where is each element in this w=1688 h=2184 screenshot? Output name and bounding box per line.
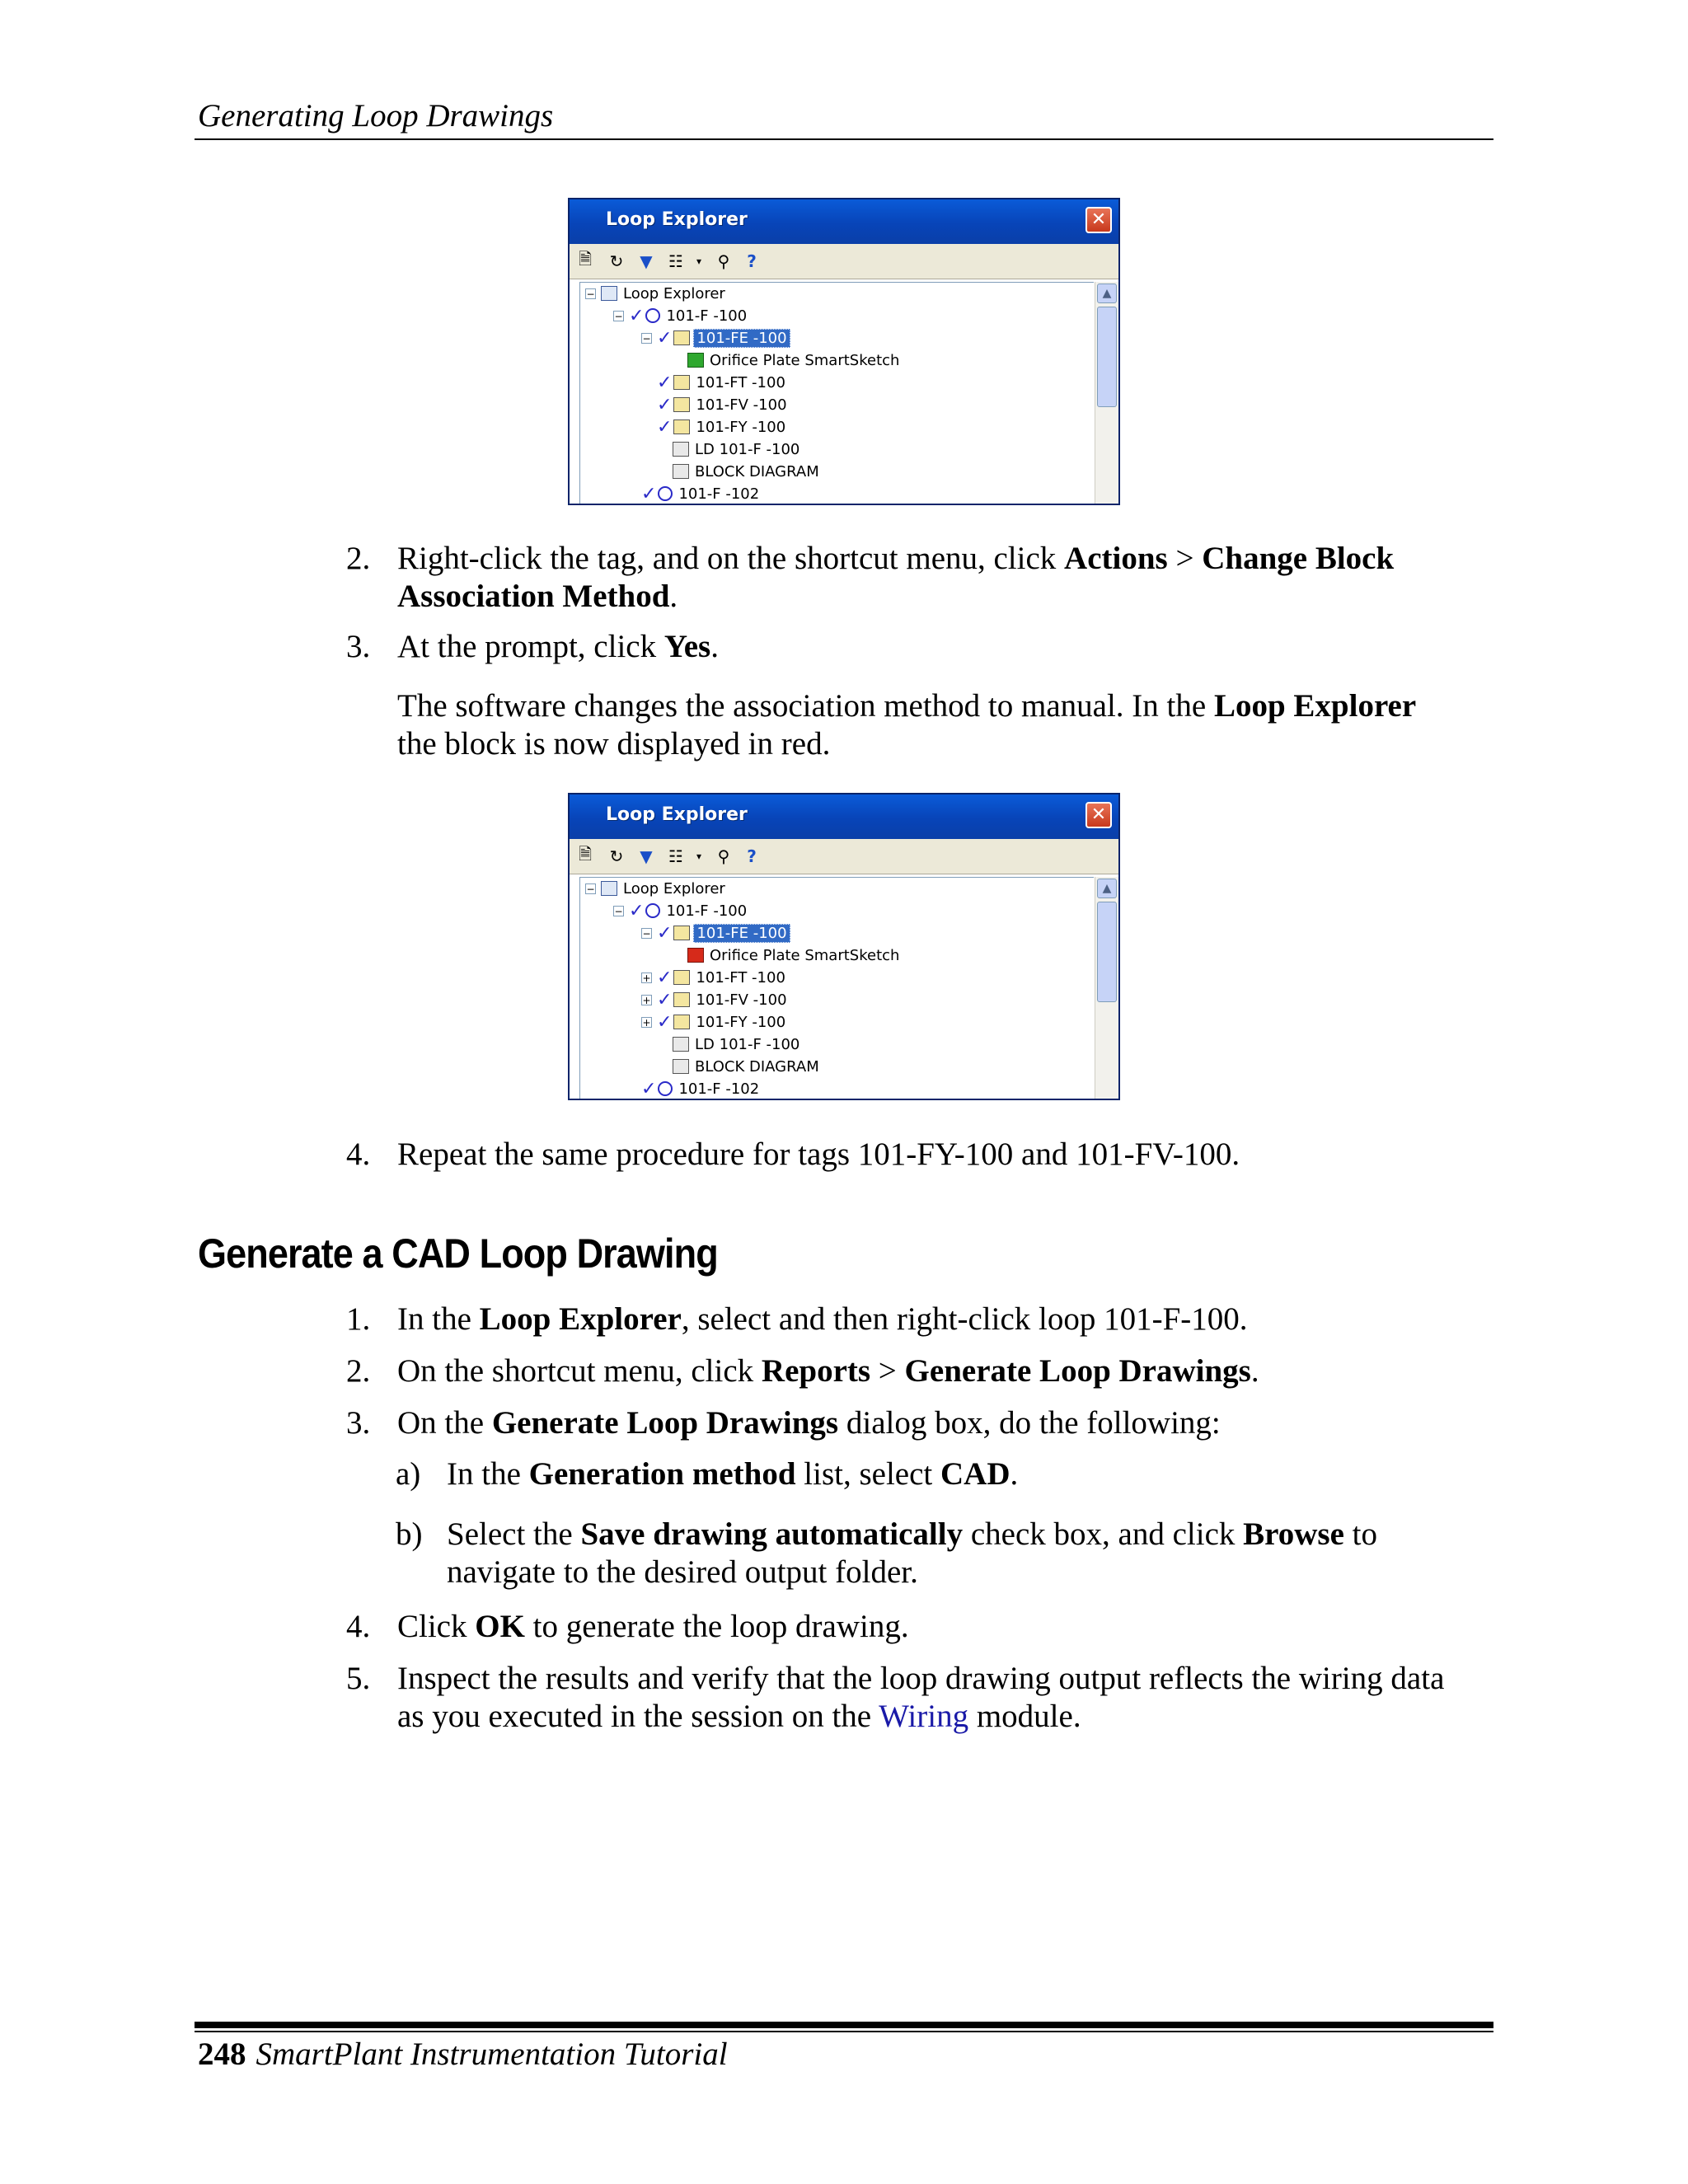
properties-icon[interactable]: 🗎	[578, 844, 593, 864]
folder-icon	[601, 881, 617, 896]
tree-node-drawing[interactable]: LD 101-F -100	[673, 1033, 802, 1055]
check-icon: ✓	[629, 900, 645, 921]
refresh-icon[interactable]: ↻	[609, 846, 624, 866]
expand-icon[interactable]: +	[642, 1016, 651, 1029]
tree-node-block[interactable]: Orifice Plate SmartSketch	[687, 944, 902, 966]
tag-icon	[673, 926, 690, 940]
drawing-icon	[673, 1037, 689, 1052]
tree-node-block[interactable]: Orifice Plate SmartSketch	[687, 349, 902, 371]
expand-icon[interactable]: +	[642, 972, 651, 984]
drawing-icon	[673, 464, 689, 479]
chevron-down-icon[interactable]: ▾	[696, 255, 702, 267]
tree-node-tag[interactable]: ✓ 101-FY -100	[657, 416, 786, 438]
filter-icon[interactable]: ▼	[640, 251, 653, 271]
tree-node-tag-selected[interactable]: − ✓ 101-FE -100	[641, 922, 790, 944]
window-title: Loop Explorer	[606, 209, 748, 230]
collapse-icon[interactable]: −	[586, 288, 595, 300]
tree-node-tag[interactable]: ✓ 101-FV -100	[657, 394, 787, 415]
tag-icon	[673, 397, 690, 412]
tree-node-loop[interactable]: − ✓ 101-F -100	[614, 305, 748, 326]
window-title: Loop Explorer	[606, 804, 748, 825]
vertical-scrollbar[interactable]	[1095, 877, 1118, 1099]
check-icon: ✓	[657, 394, 673, 415]
collapse-icon[interactable]: −	[614, 310, 623, 322]
book-title: SmartPlant Instrumentation Tutorial	[256, 2036, 728, 2072]
scroll-up-icon[interactable]: ▲	[1097, 284, 1117, 303]
wiring-link[interactable]: Wiring	[879, 1699, 969, 1734]
tag-icon	[673, 1015, 690, 1029]
check-icon: ✓	[629, 305, 645, 326]
tag-icon	[673, 419, 690, 434]
check-icon: ✓	[657, 967, 673, 988]
find-icon[interactable]: ⚲	[717, 251, 730, 271]
view-options-icon[interactable]: ☷	[668, 251, 683, 271]
loop-icon	[645, 903, 660, 918]
check-icon: ✓	[657, 327, 673, 349]
tree-node-drawing[interactable]: LD 101-F -100	[673, 438, 802, 460]
section-heading: Generate a CAD Loop Drawing	[198, 1230, 718, 1277]
help-icon[interactable]: ?	[747, 846, 757, 866]
window-titlebar	[570, 199, 1118, 244]
collapse-icon[interactable]: −	[586, 883, 595, 895]
footer-rule-thin	[195, 2031, 1493, 2032]
tag-icon	[673, 330, 690, 345]
check-icon: ✓	[657, 1011, 673, 1033]
check-icon: ✓	[657, 989, 673, 1010]
close-icon[interactable]: ✕	[1085, 802, 1112, 828]
drawing-icon	[673, 1059, 689, 1074]
scroll-up-icon[interactable]: ▲	[1097, 879, 1117, 898]
check-icon: ✓	[641, 483, 657, 504]
close-icon[interactable]: ✕	[1085, 207, 1112, 233]
page-footer	[198, 2036, 728, 2073]
toolbar	[570, 839, 1118, 874]
expand-icon[interactable]: +	[642, 994, 651, 1006]
refresh-icon[interactable]: ↻	[609, 251, 624, 271]
tree-node-loop[interactable]: ✓ 101-F -102	[641, 1078, 760, 1099]
tree-node-root[interactable]: − Loop Explorer	[586, 879, 725, 898]
block-red-icon	[687, 948, 704, 963]
find-icon[interactable]: ⚲	[717, 846, 730, 866]
tree-node-loop[interactable]: − ✓ 101-F -100	[614, 900, 748, 921]
filter-icon[interactable]: ▼	[640, 846, 653, 866]
tree-node-tag[interactable]: + ✓ 101-FV -100	[642, 989, 787, 1010]
tag-icon	[673, 992, 690, 1007]
scroll-thumb[interactable]	[1097, 902, 1117, 1002]
loop-tree	[579, 282, 1094, 504]
toolbar	[570, 244, 1118, 279]
collapse-icon[interactable]: −	[642, 332, 651, 344]
loop-explorer-window-1	[568, 198, 1120, 505]
tree-node-drawing[interactable]: BLOCK DIAGRAM	[673, 461, 822, 482]
tree-node-tag[interactable]: + ✓ 101-FY -100	[642, 1011, 786, 1033]
folder-icon	[601, 286, 617, 301]
collapse-icon[interactable]: −	[642, 927, 651, 940]
tree-node-root[interactable]: − Loop Explorer	[586, 284, 725, 302]
footer-rule	[195, 2022, 1493, 2028]
chevron-down-icon[interactable]: ▾	[696, 851, 702, 862]
help-icon[interactable]: ?	[747, 251, 757, 271]
loop-explorer-window-2	[568, 793, 1120, 1100]
tree-node-tag[interactable]: + ✓ 101-FT -100	[642, 967, 785, 988]
collapse-icon[interactable]: −	[614, 905, 623, 917]
tag-icon	[673, 970, 690, 985]
header-rule	[195, 138, 1493, 140]
check-icon: ✓	[641, 1078, 657, 1099]
loop-icon	[658, 1081, 673, 1096]
tree-node-drawing[interactable]: BLOCK DIAGRAM	[673, 1056, 822, 1077]
scroll-thumb[interactable]	[1097, 307, 1117, 407]
check-icon: ✓	[657, 922, 673, 944]
drawing-icon	[673, 442, 689, 457]
block-green-icon	[687, 353, 704, 368]
tree-node-tag-selected[interactable]: − ✓ 101-FE -100	[641, 327, 790, 349]
loop-icon	[645, 308, 660, 323]
properties-icon[interactable]: 🗎	[578, 249, 593, 269]
check-icon: ✓	[657, 372, 673, 393]
loop-tree	[579, 877, 1094, 1099]
view-options-icon[interactable]: ☷	[668, 846, 683, 866]
window-titlebar	[570, 794, 1118, 839]
check-icon: ✓	[657, 416, 673, 438]
tag-icon	[673, 375, 690, 390]
running-header: Generating Loop Drawings	[198, 98, 554, 134]
tree-node-loop[interactable]: ✓ 101-F -102	[641, 483, 760, 504]
loop-icon	[658, 486, 673, 501]
tree-node-tag[interactable]: ✓ 101-FT -100	[657, 372, 785, 393]
vertical-scrollbar[interactable]	[1095, 282, 1118, 504]
page-number: 248	[198, 2036, 246, 2072]
